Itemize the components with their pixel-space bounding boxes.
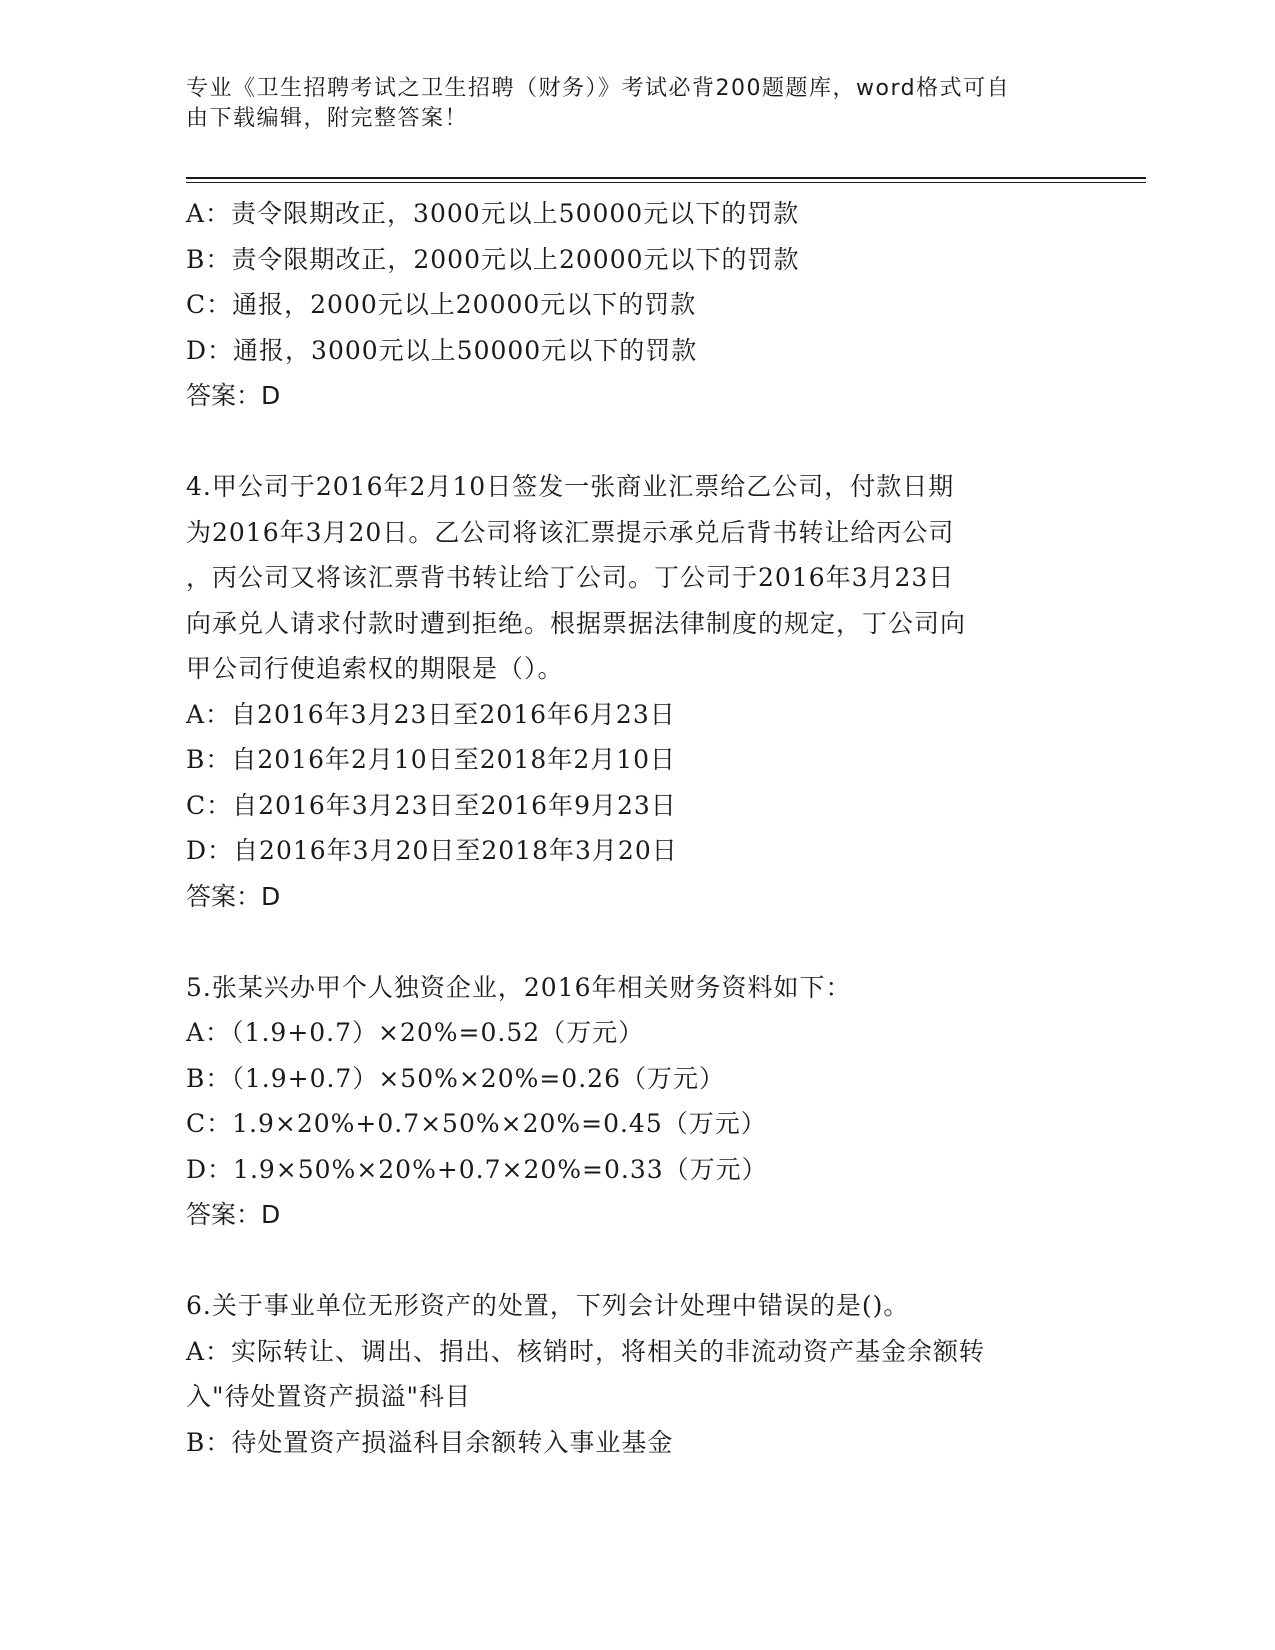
question-6 <box>186 1283 1066 1465</box>
spacer <box>186 919 1066 965</box>
option-a: A：自2016年3月23日至2016年6月23日 <box>186 699 676 729</box>
question-stem-line: 甲公司行使追索权的期限是（）。 <box>186 654 564 683</box>
question-stem-line: 5.张某兴办甲个人独资企业，2016年相关财务资料如下： <box>186 972 852 1002</box>
question-stem-line: 向承兑人请求付款时遭到拒绝。根据票据法律制度的规定，丁公司向 <box>186 608 967 638</box>
answer: 答案：D <box>186 1200 281 1229</box>
option-c: C：通报，2000元以上20000元以下的罚款 <box>186 290 697 319</box>
option-b: B：责令限期改正，2000元以上20000元以下的罚款 <box>186 244 800 274</box>
option-d: D：通报，3000元以上50000元以下的罚款 <box>186 335 698 365</box>
header-divider-thick <box>186 177 1146 179</box>
option-a: A：责令限期改正，3000元以上50000元以下的罚款 <box>186 199 800 228</box>
option-c: C：自2016年3月23日至2016年9月23日 <box>186 790 677 820</box>
option-b: B：待处置资产损溢科目余额转入事业基金 <box>186 1427 674 1457</box>
question-stem-line: 6.关于事业单位无形资产的处置，下列会计处理中错误的是()。 <box>186 1291 910 1320</box>
header-line-1: 专业《卫生招聘考试之卫生招聘（财务）》考试必背200题题库，word格式可自 <box>186 76 1011 101</box>
option-a: A：（1.9+0.7）×20%=0.52（万元） <box>186 1018 645 1047</box>
document-header <box>186 74 1066 134</box>
option-d: D：1.9×50%×20%+0.7×20%=0.33（万元） <box>186 1154 768 1184</box>
option-c: C：1.9×20%+0.7×50%×20%=0.45（万元） <box>186 1109 767 1138</box>
question-stem-line: 4.甲公司于2016年2月10日签发一张商业汇票给乙公司，付款日期 <box>186 472 955 501</box>
question-3 <box>186 191 1066 419</box>
header-line-2: 由下载编辑，附完整答案！ <box>186 106 469 131</box>
question-stem-line: 为2016年3月20日。乙公司将该汇票提示承兑后背书转让给丙公司 <box>186 517 955 547</box>
option-b: B：（1.9+0.7）×50%×20%=0.26（万元） <box>186 1063 725 1093</box>
header-divider-thin <box>186 182 1146 183</box>
question-list <box>186 191 1066 1465</box>
question-stem-line: ，丙公司又将该汇票背书转让给丁公司。丁公司于2016年3月23日 <box>186 563 955 592</box>
spacer <box>186 419 1066 465</box>
answer: 答案：D <box>186 881 281 911</box>
spacer <box>186 1238 1066 1284</box>
answer: 答案：D <box>186 381 281 410</box>
question-5 <box>186 965 1066 1238</box>
option-b: B：自2016年2月10日至2018年2月10日 <box>186 745 677 774</box>
question-4 <box>186 464 1066 919</box>
option-a-continued: 入"待处置资产损溢"科目 <box>186 1382 471 1411</box>
option-a: A：实际转让、调出、捐出、核销时，将相关的非流动资产基金余额转 <box>186 1336 986 1366</box>
option-d: D：自2016年3月20日至2018年3月20日 <box>186 836 678 865</box>
